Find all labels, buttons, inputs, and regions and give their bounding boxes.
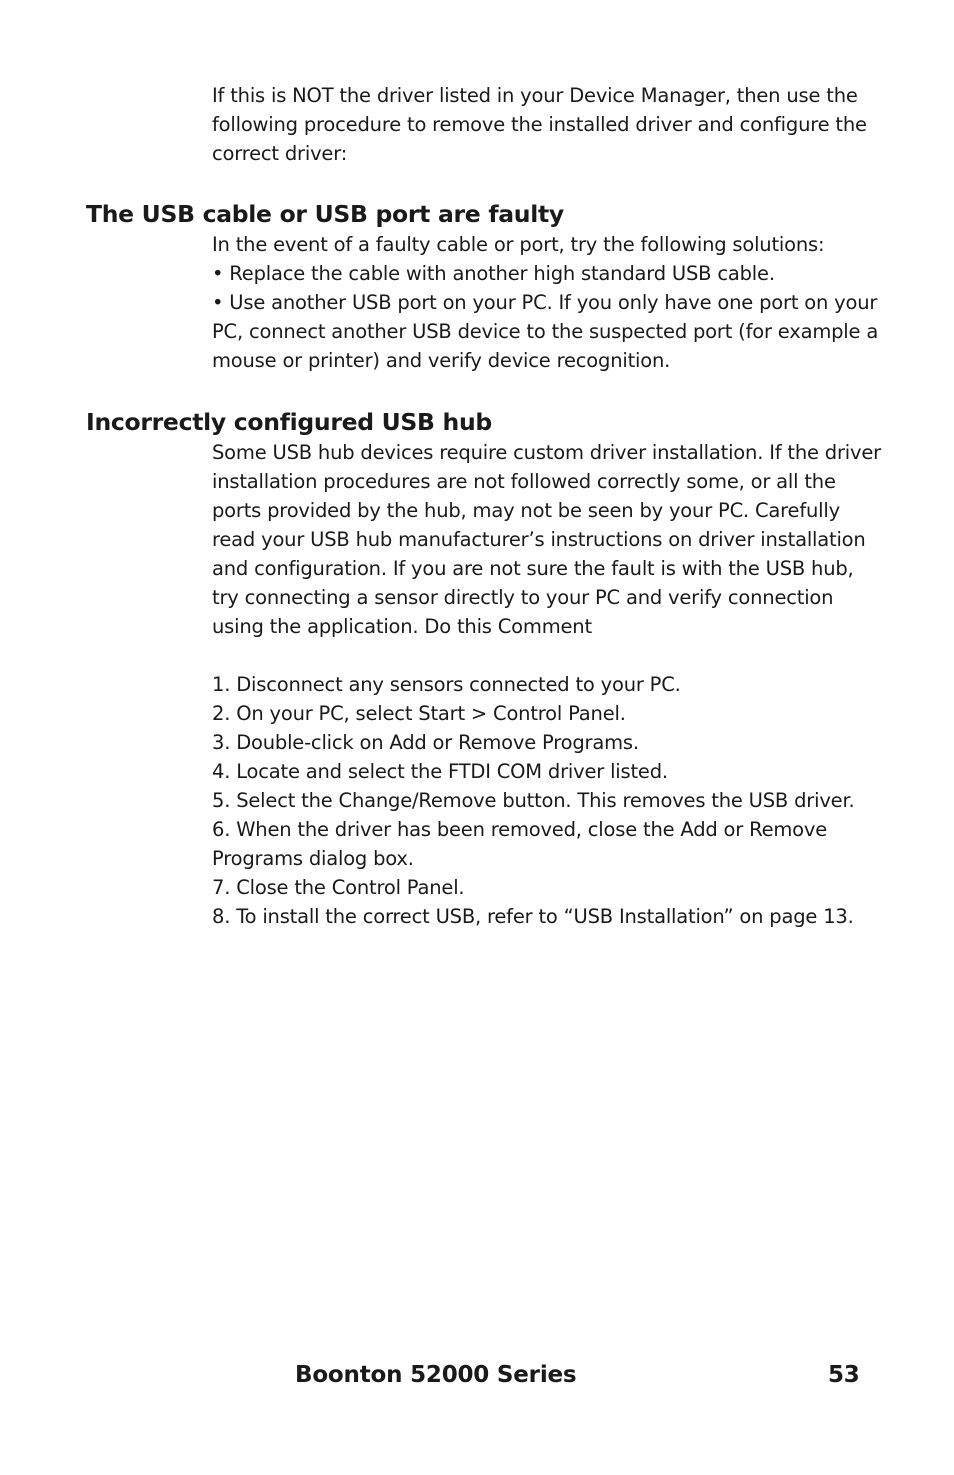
usb-hub-line: using the application. Do this Comment <box>212 615 592 638</box>
intro-line: following procedure to remove the installed driver and configure the <box>212 113 867 136</box>
faulty-usb-bullet: • Replace the cable with another high standard USB cable. <box>212 262 775 285</box>
step-item: 2. On your PC, select Start > Control Panel. <box>212 702 626 725</box>
usb-hub-line: and configuration. If you are not sure the fault is with the USB hub, <box>212 557 854 580</box>
footer-title: Boonton 52000 Series <box>295 1362 577 1388</box>
step-item: 1. Disconnect any sensors connected to your PC. <box>212 673 681 696</box>
usb-hub-line: read your USB hub manufacturer’s instructions on driver installation <box>212 528 866 551</box>
usb-hub-line: installation procedures are not followed correctly some, or all the <box>212 470 836 493</box>
step-item: 3. Double-click on Add or Remove Programs. <box>212 731 639 754</box>
intro-line: If this is NOT the driver listed in your Device Manager, then use the <box>212 84 858 107</box>
step-item: 6. When the driver has been removed, close the Add or Remove <box>212 818 828 841</box>
faulty-usb-line: PC, connect another USB device to the suspected port (for example a <box>212 320 879 343</box>
page-number: 53 <box>828 1362 860 1388</box>
step-item: 4. Locate and select the FTDI COM driver listed. <box>212 760 668 783</box>
faulty-usb-paragraph <box>212 230 877 375</box>
step-item: 7. Close the Control Panel. <box>212 876 465 899</box>
usb-hub-line: Some USB hub devices require custom driver installation. If the driver <box>212 441 881 464</box>
usb-hub-line: ports provided by the hub, may not be seen by your PC. Carefully <box>212 499 840 522</box>
usb-hub-paragraph <box>212 438 881 641</box>
section-heading-usb-hub: Incorrectly configured USB hub <box>86 408 492 436</box>
intro-line: correct driver: <box>212 142 348 165</box>
faulty-usb-line: In the event of a faulty cable or port, try the following solutions: <box>212 233 825 256</box>
faulty-usb-bullet: • Use another USB port on your PC. If you only have one port on your <box>212 291 878 314</box>
step-item-continuation: Programs dialog box. <box>212 847 414 870</box>
step-item: 5. Select the Change/Remove button. This removes the USB driver. <box>212 789 855 812</box>
removal-steps-list <box>212 670 877 931</box>
section-heading-faulty-usb: The USB cable or USB port are faulty <box>86 200 564 228</box>
usb-hub-line: try connecting a sensor directly to your PC and verify connection <box>212 586 834 609</box>
faulty-usb-line: mouse or printer) and verify device recognition. <box>212 349 671 372</box>
step-item: 8. To install the correct USB, refer to “USB Installation” on page 13. <box>212 905 854 928</box>
intro-paragraph <box>212 81 877 168</box>
